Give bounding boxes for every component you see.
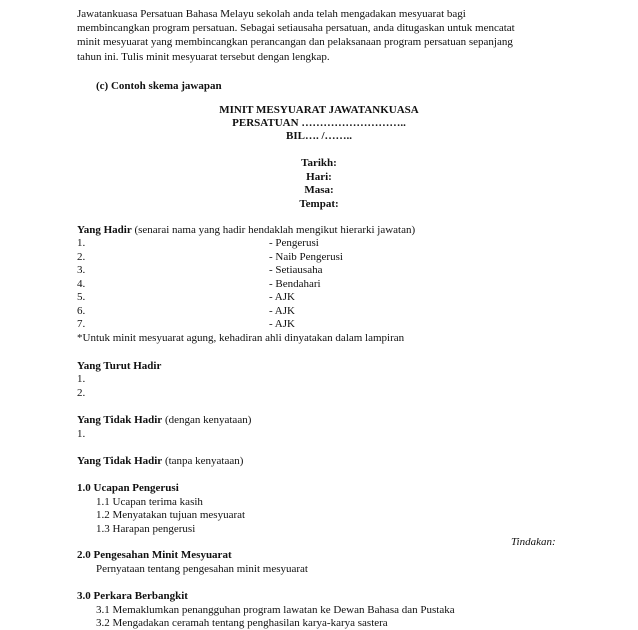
also-present-heading: Yang Turut Hadir <box>77 360 162 372</box>
attendees-footnote: *Untuk minit mesyuarat agung, kehadiran ahli dinyatakan dalam lampiran <box>77 332 405 344</box>
section-1-item: 1.3 Harapan pengerusi <box>96 523 196 535</box>
absent-number: 1. <box>77 428 86 440</box>
attendee-number: 3. <box>77 264 86 276</box>
section-heading: (c) Contoh skema jawapan <box>96 80 222 92</box>
intro-paragraph <box>77 7 561 64</box>
absent-label: Yang Tidak Hadir <box>77 455 163 467</box>
action-label: Tindakan: <box>511 536 556 548</box>
day-label: Hari: <box>306 171 332 183</box>
intro-line: Jawatankuasa Persatuan Bahasa Melayu sekolah anda telah mengadakan mesyuarat bagi <box>77 8 466 20</box>
intro-line: minit mesyuarat yang membincangkan perancangan dan pelaksanaan program persatuan sepanjang <box>77 36 513 49</box>
absent-with-reason-heading <box>77 414 251 426</box>
attendee-role: - AJK <box>269 291 295 303</box>
attendee-role: - Setiausaha <box>269 264 323 276</box>
intro-line: membincangkan program persatuan. Sebagai setiausaha persatuan, anda ditugaskan untuk mencatat <box>77 22 515 35</box>
attendee-role: - Naib Pengerusi <box>269 251 343 263</box>
also-present-number: 2. <box>77 387 86 399</box>
minutes-association: PERSATUAN ……………………….. <box>232 117 406 129</box>
section-1-title: 1.0 Ucapan Pengerusi <box>77 482 179 494</box>
section-3-item: 3.2 Mengadakan ceramah tentang penghasilan karya-karya sastera <box>96 617 388 629</box>
attendee-role: - Pengerusi <box>269 237 319 249</box>
section-1-item: 1.1 Ucapan terima kasih <box>96 496 203 508</box>
attendee-role: - AJK <box>269 318 295 330</box>
also-present-number: 1. <box>77 373 86 385</box>
attendees-label: Yang Hadir <box>77 224 132 236</box>
attendee-number: 4. <box>77 278 86 290</box>
section-1-item: 1.2 Menyatakan tujuan mesyuarat <box>96 509 246 521</box>
section-3-title: 3.0 Perkara Berbangkit <box>77 590 188 602</box>
section-2-title: 2.0 Pengesahan Minit Mesyuarat <box>77 549 232 561</box>
minutes-title: MINIT MESYUARAT JAWATANKUASA <box>219 104 419 116</box>
attendees-heading <box>77 224 415 236</box>
attendees-note: (senarai nama yang hadir hendaklah mengikut hierarki jawatan) <box>131 224 416 236</box>
attendee-number: 2. <box>77 251 86 263</box>
attendee-number: 5. <box>77 291 86 303</box>
absent-note: (dengan kenyataan) <box>162 414 252 426</box>
attendee-number: 7. <box>77 318 86 330</box>
attendee-role: - Bendahari <box>269 278 321 290</box>
absent-without-reason-heading <box>77 455 243 467</box>
section-3-item: 3.1 Memaklumkan penangguhan program lawatan ke Dewan Bahasa dan Pustaka <box>96 604 455 616</box>
absent-label: Yang Tidak Hadir <box>77 414 163 426</box>
intro-line: tahun ini. Tulis minit mesyuarat tersebut dengan lengkap. <box>77 50 330 63</box>
attendee-role: - AJK <box>269 305 295 317</box>
time-label: Masa: <box>304 184 334 196</box>
date-label: Tarikh: <box>301 157 337 169</box>
absent-note: (tanpa kenyataan) <box>162 455 244 467</box>
venue-label: Tempat: <box>299 198 339 210</box>
section-2-text: Pernyataan tentang pengesahan minit mesyuarat <box>96 563 308 575</box>
attendee-number: 1. <box>77 237 86 249</box>
attendee-number: 6. <box>77 305 86 317</box>
minutes-number: BIL…. /…….. <box>285 130 352 142</box>
